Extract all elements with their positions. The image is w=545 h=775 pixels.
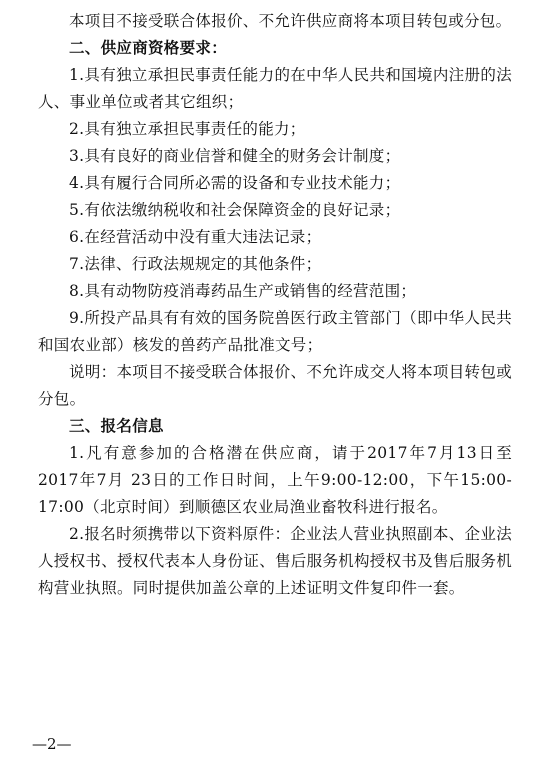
page-number: —2— xyxy=(32,735,72,753)
qualification-item-1: 1.具有独立承担民事责任能力的在中华人民共和国境内注册的法人、事业单位或者其它组织； xyxy=(38,66,512,111)
qualification-item-9: 9.所投产品具有有效的国务院兽医行政主管部门（即中华人民共和国农业部）核发的兽药产品批准文号； xyxy=(38,309,512,354)
section-heading-registration: 三、报名信息 xyxy=(69,417,164,435)
paragraph-consortium-note: 本项目不接受联合体报价、不允许供应商将本项目转包或分包。 xyxy=(69,12,512,30)
qualification-item-6: 6.在经营活动中没有重大违法记录； xyxy=(69,228,322,246)
qualification-item-5: 5.有依法缴纳税收和社会保障资金的良好记录； xyxy=(69,201,401,219)
qualification-item-3: 3.具有良好的商业信誉和健全的财务会计制度； xyxy=(69,147,401,165)
qualification-item-2: 2.具有独立承担民事责任的能力； xyxy=(69,120,306,138)
qualification-item-7: 7.法律、行政法规规定的其他条件； xyxy=(69,255,322,273)
section-heading-qualifications: 二、供应商资格要求： xyxy=(69,39,228,57)
document-body xyxy=(38,8,512,602)
registration-item-2: 2.报名时须携带以下资料原件：企业法人营业执照副本、企业法人授权书、授权代表本人身份证、售后服务机构授权书及售后服务机构营业执照。同时提供加盖公章的上述证明文件复印件一套。 xyxy=(38,525,513,597)
qualification-item-4: 4.具有履行合同所必需的设备和专业技术能力； xyxy=(69,174,401,192)
explanation-note: 说明：本项目不接受联合体报价、不允许成交人将本项目转包或分包。 xyxy=(38,363,512,408)
qualification-item-8: 8.具有动物防疫消毒药品生产或销售的经营范围； xyxy=(69,282,417,300)
registration-item-1: 1.凡有意参加的合格潜在供应商，请于2017年7月13日至2017年7月 23日的工作日时间，上午9:00-12:00，下午15:00-17:00（北京时间）到顺德区农业局渔业畜牧科进行报名。 xyxy=(38,444,512,516)
